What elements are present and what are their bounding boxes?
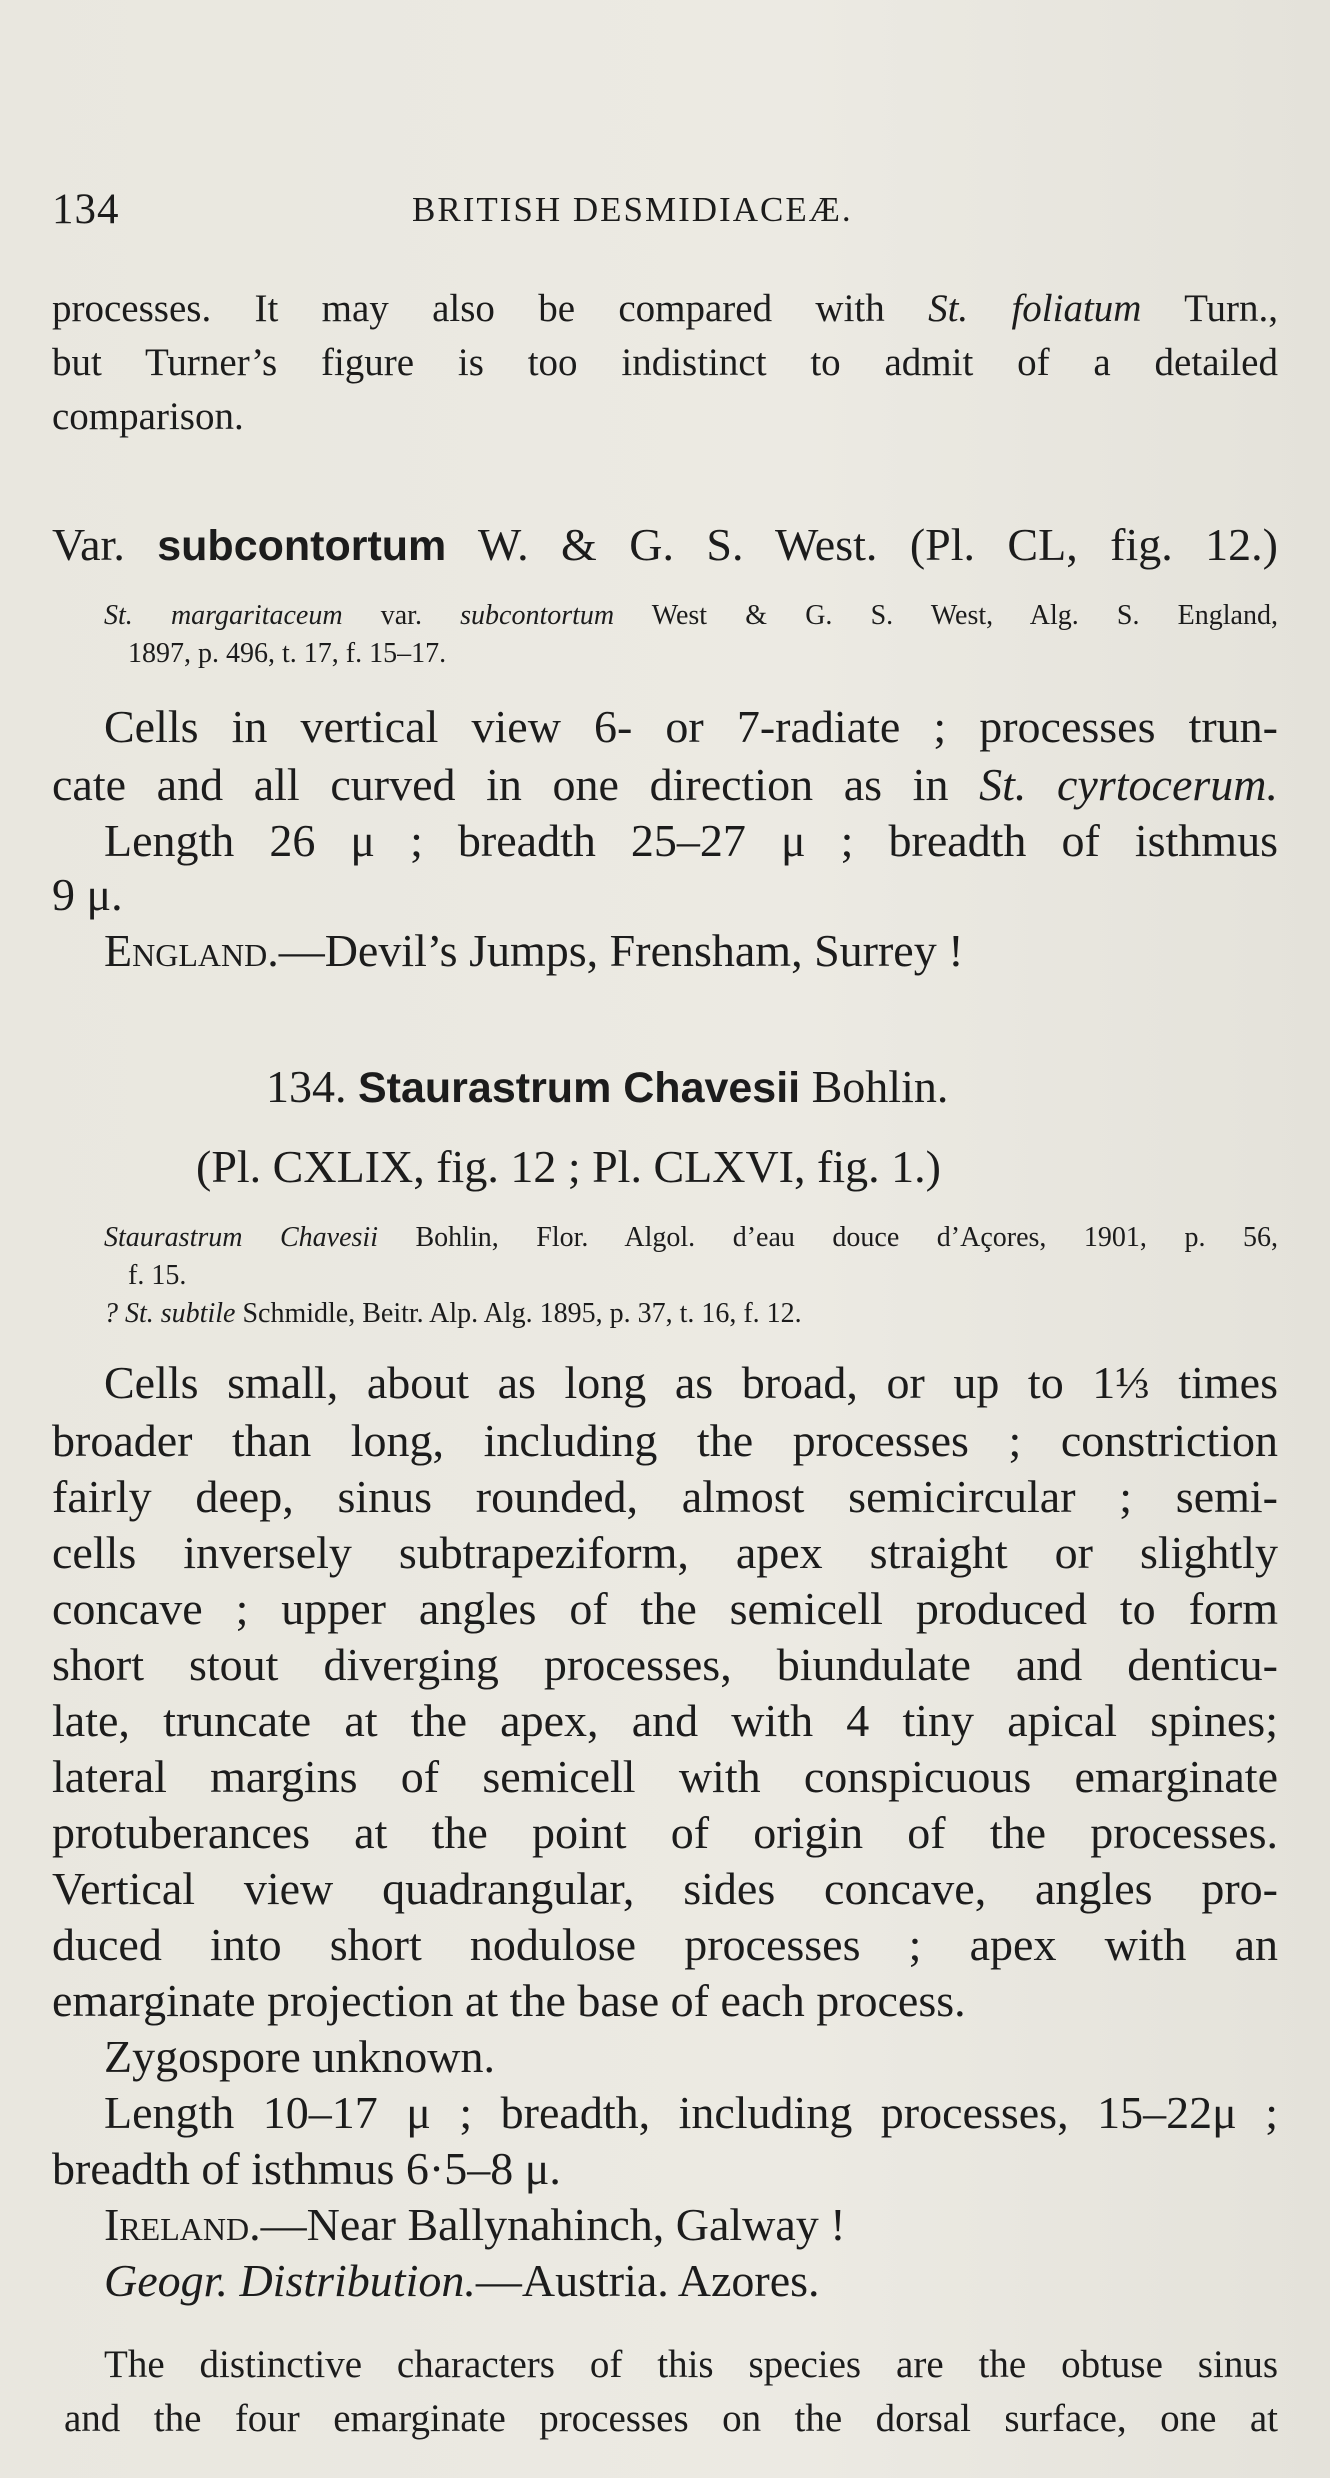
notes-line-1: The distinctive characters of this species are the obtuse sinus bbox=[104, 2343, 1278, 2386]
species-description-line: cells inversely subtrapeziform, apex straight or slightly bbox=[52, 1527, 1278, 1578]
variety-description-line-2: cate and all curved in one direction as in St. cyrtocerum. bbox=[52, 759, 1278, 810]
species-description-line: duced into short nodulose processes ; apex with an bbox=[52, 1919, 1278, 1970]
species-measurements-line-2: breadth of isthmus 6·5–8 μ. bbox=[52, 2143, 561, 2194]
variety-measurements-line-2: 9 μ. bbox=[52, 869, 123, 920]
species-description-line: late, truncate at the apex, and with 4 tiny apical spines; bbox=[52, 1695, 1278, 1746]
species-description-line: concave ; upper angles of the semicell produced to form bbox=[52, 1583, 1278, 1634]
running-title: BRITISH DESMIDIACEÆ. bbox=[412, 190, 853, 229]
intro-line-3: comparison. bbox=[52, 395, 244, 438]
species-synonym-line-1b: f. 15. bbox=[128, 1260, 187, 1291]
variety-heading: Var. subcontortum W. & G. S. West. (Pl. CL, fig. 12.) bbox=[52, 519, 1278, 570]
species-locality: Ireland.—Near Ballynahinch, Galway ! bbox=[104, 2199, 846, 2250]
species-description-line: short stout diverging processes, biundulate and denticu- bbox=[52, 1639, 1278, 1690]
page-number: 134 bbox=[52, 186, 120, 233]
species-description-line: broader than long, including the processes ; constriction bbox=[52, 1415, 1278, 1466]
species-description-line: Cells small, about as long as broad, or up to 1⅓ times bbox=[104, 1357, 1278, 1408]
species-heading: 134. Staurastrum Chavesii Bohlin. bbox=[266, 1061, 949, 1112]
intro-line-1: processes. It may also be compared with St. foliatum Turn., bbox=[52, 287, 1279, 330]
notes-line-2: and the four emarginate processes on the dorsal surface, one at bbox=[64, 2397, 1278, 2440]
species-description-line: Vertical view quadrangular, sides concave, angles pro- bbox=[52, 1863, 1278, 1914]
species-plates: (Pl. CXLIX, fig. 12 ; Pl. CLXVI, fig. 1.) bbox=[196, 1141, 941, 1192]
intro-line-2: but Turner’s figure is too indistinct to admit of a detailed bbox=[52, 341, 1278, 384]
species-synonym-line-2: ? St. subtile Schmidle, Beitr. Alp. Alg. 1895, p. 37, t. 16, f. 12. bbox=[104, 1298, 802, 1329]
variety-description-line-1: Cells in vertical view 6- or 7-radiate ; processes trun- bbox=[104, 701, 1278, 752]
variety-synonym-line-1: St. margaritaceum var. subcontortum West & G. S. West, Alg. S. England, bbox=[104, 600, 1278, 631]
variety-synonym-line-2: 1897, p. 496, t. 17, f. 15–17. bbox=[128, 638, 447, 669]
species-description-line: lateral margins of semicell with conspicuous emarginate bbox=[52, 1751, 1278, 1802]
species-description-line: protuberances at the point of origin of the processes. bbox=[52, 1807, 1278, 1858]
species-description-line: emarginate projection at the base of each process. bbox=[52, 1975, 966, 2026]
species-description-line: fairly deep, sinus rounded, almost semicircular ; semi- bbox=[52, 1471, 1278, 1522]
zygospore-note: Zygospore unknown. bbox=[104, 2031, 495, 2082]
species-measurements-line-1: Length 10–17 μ ; breadth, including processes, 15–22μ ; bbox=[104, 2087, 1278, 2138]
species-synonym-line-1: Staurastrum Chavesii Bohlin, Flor. Algol. d’eau douce d’Açores, 1901, p. 56, bbox=[104, 1222, 1278, 1253]
variety-locality: England.—Devil’s Jumps, Frensham, Surrey ! bbox=[104, 925, 964, 976]
geographic-distribution: Geogr. Distribution.—Austria. Azores. bbox=[104, 2255, 820, 2306]
variety-measurements-line-1: Length 26 μ ; breadth 25–27 μ ; breadth of isthmus bbox=[104, 815, 1278, 866]
